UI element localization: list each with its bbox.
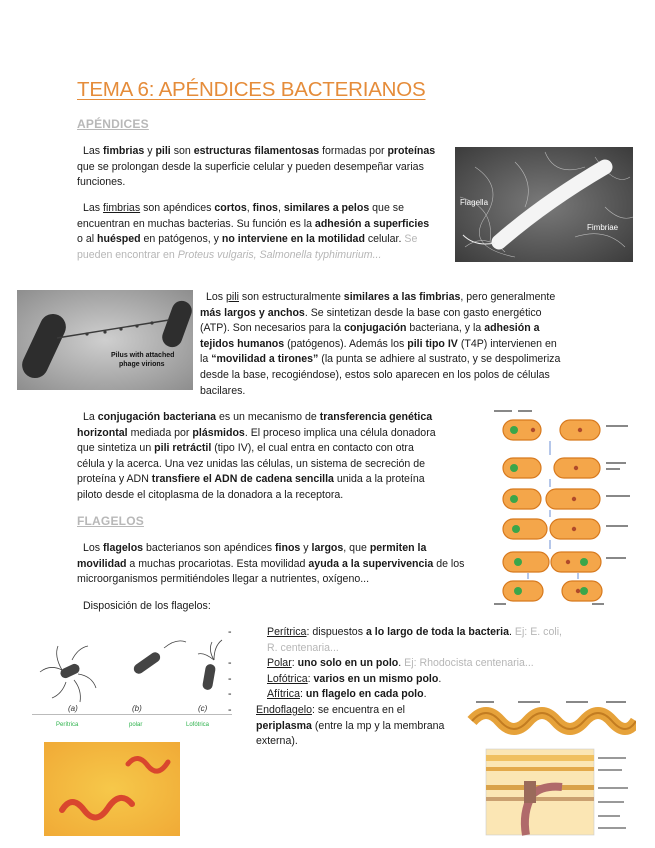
paragraph-pili: Los pili son estructuralmente similares a las fimbrias, pero generalmente más largos y anchos. Se sintetizan desde la base con gasto energético (ATP). Son necesarios para la conjugación bacteriana, y la adhesión a tejidos humanos (patógenos). Además los pili tipo IV (T4P) intervienen en la “movilidad a tirones” (la punta se adhiere al sustrato, y se despolimeriza desde la base, recogiéndose), estos solo aparecen en los polos de células bacilares. [200,291,561,397]
flagella-arrangement-figure [32,630,234,732]
list-item: - Polar: uno solo en un polo. Ej: Rhodocista centenaria... [228,656,564,672]
paragraph-fimbrias: Las fimbrias son apéndices cortos, finos, similares a pelos que se encuentran en muchas bacterias. Su función es la adhesión a superficies o al huésped en patógenos, y no interviene en la motilidad celular. Se pueden encontrar en Proteus vulgaris, Salmonella typhimurium... [77,202,430,261]
fig-label-b: (b) [132,704,142,713]
fig-label-c: (c) [198,704,208,713]
label-pilus-line1: Pilus with attached [111,352,175,359]
list-item: - Lofótrica: varios en un mismo polo. [228,672,564,688]
conjugation-diagram [488,405,638,610]
section-heading-flagelos: FLAGELOS [77,514,144,528]
list-item: - Perítrica: dispuestos a lo largo de toda la bacteria. Ej: E. coli, R. centenaria... [228,625,564,656]
label-fimbriae: Fimbriae [587,223,619,232]
list-item: - Endoflagelo: se encuentra en el periplasma (entre la mp y la membrana externa). [228,703,461,750]
flagella-fimbriae-micrograph [455,147,633,262]
paragraph-flagelos: Los flagelos bacterianos son apéndices finos y largos, que permiten la movilidad a muchas procariotas. Esta movilidad ayuda a la supervivencia de los microorganismos permitiéndoles llegar a nutrientes, oxígeno... [77,542,465,586]
paragraph-disposicion: Disposición de los flagelos: [83,600,211,612]
endoflagellum-diagram [466,697,636,837]
label-flagella: Flagella [460,198,489,207]
list-item: - Afítrica: un flagelo en cada polo. [228,687,564,703]
label-pilus-line2: phage virions [119,361,165,368]
fig-caption-lofotrica: Lofótrica [186,722,210,728]
spirochete-photo [44,742,180,836]
paragraph-fimbrias-pili: Las fimbrias y pili son estructuras filamentosas formadas por proteínas que se prolongan desde la superficie celular y pueden desempeñar varias funciones. [77,145,436,189]
page-title: TEMA 6: APÉNDICES BACTERIANOS [77,78,426,101]
fig-label-a: (a) [68,704,78,713]
pilus-phage-micrograph [17,290,193,390]
fig-caption-peritrica: Perítrica [56,722,79,728]
paragraph-conjugacion: La conjugación bacteriana es un mecanismo de transferencia genética horizontal mediada por plásmidos. El proceso implica una célula donadora que sintetiza un pili retráctil (tipo IV), el cual entra en contacto con otra célula y la acerca. Una vez unidas las células, un sistema de secreción de proteína y ADN transfiere el ADN de cadena sencilla unida a la proteína piloto desde el citoplasma de la donadora a la receptora. [77,411,436,501]
section-heading-apendices: APÉNDICES [77,117,149,131]
fig-caption-polar: polar [129,722,143,728]
